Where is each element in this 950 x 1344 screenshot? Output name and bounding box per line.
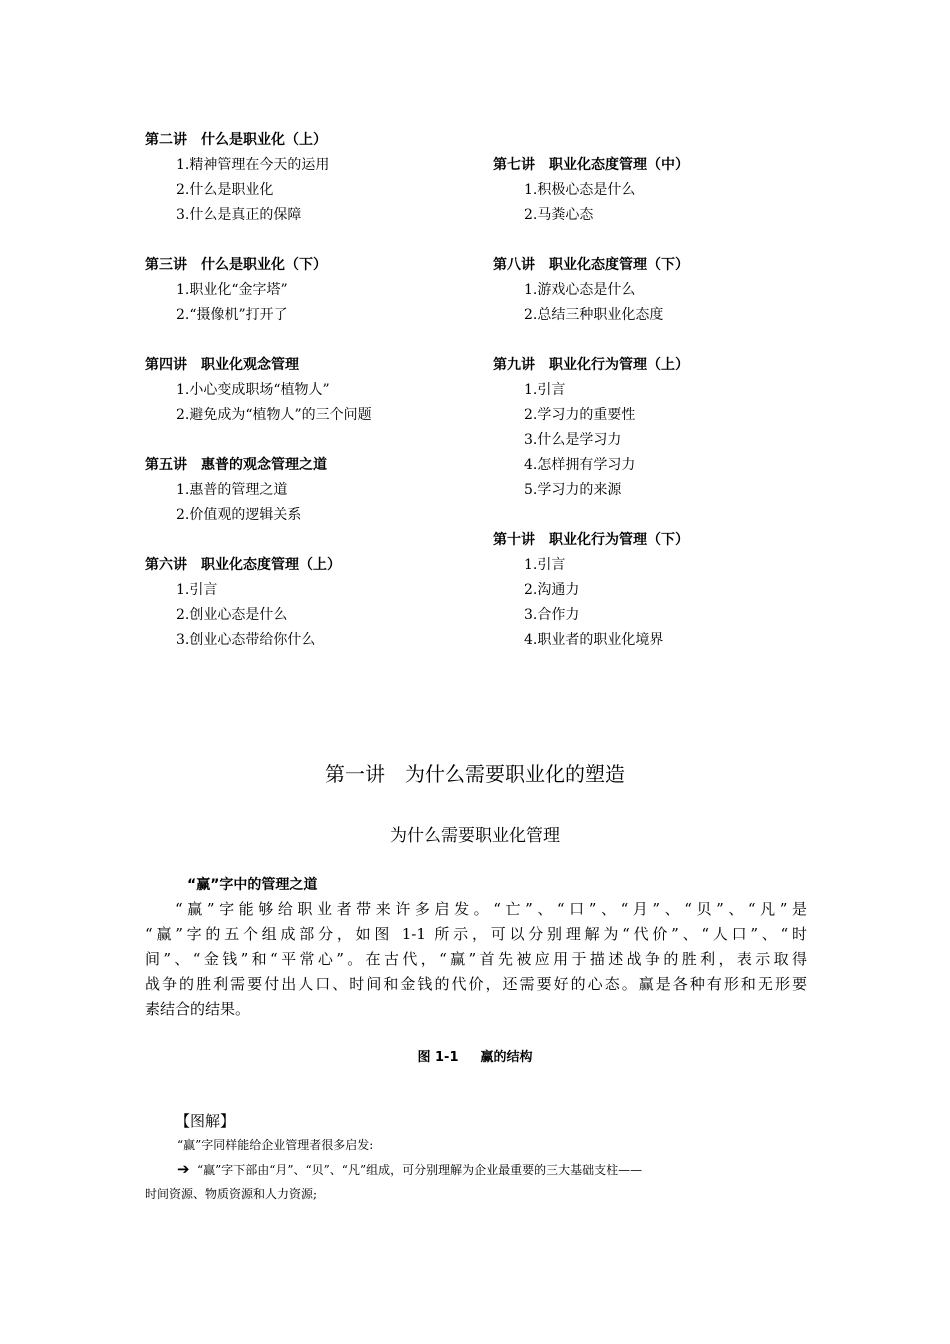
toc-left-column [145, 128, 475, 678]
lecture-item: 1.引言 [524, 557, 566, 573]
toc-lecture [493, 353, 823, 503]
toc-right-column [493, 153, 823, 678]
lecture-item: 2.“摄像机”打开了 [176, 307, 288, 323]
lecture-item: 3.创业心态带给你什么 [176, 632, 316, 648]
lecture-item: 1.精神管理在今天的运用 [176, 157, 330, 173]
lecture-item: 1.小心变成职场“植物人” [176, 382, 330, 398]
diagram-heading: 【图解】 [175, 1112, 236, 1130]
right-arrow-icon: ➔ [177, 1160, 190, 1178]
paragraph-line: “赢”字能够给职业者带来许多启发。“亡”、“口”、“月”、“贝”、“凡”是 [175, 900, 807, 918]
bullet-continuation: 时间资源、物质资源和人力资源; [145, 1187, 318, 1201]
toc-lecture [145, 128, 475, 228]
section-heading: “赢”字中的管理之道 [187, 877, 318, 893]
lecture-item: 2.价值观的逻辑关系 [176, 507, 302, 523]
lecture-title: 第八讲 职业化态度管理（下） [493, 257, 689, 273]
lecture-item: 3.什么是真正的保障 [176, 207, 302, 223]
figure-caption [0, 1047, 950, 1069]
lecture-item: 5.学习力的来源 [524, 482, 622, 498]
lecture-item: 3.合作力 [524, 607, 580, 623]
lecture-item: 3.什么是学习力 [524, 432, 622, 448]
paragraph-line: 间”、“金钱”和“平常心”。在古代，“赢”首先被应用于描述战争的胜利，表示取得 [145, 950, 807, 968]
paragraph-line: “赢”字的五个组成部分，如图 1-1 所示，可以分别理解为“代价”、“人口”、“时 [145, 925, 807, 943]
paragraph-line: 战争的胜利需要付出人口、时间和金钱的代价，还需要好的心态。赢是各种有形和无形要 [145, 975, 807, 993]
lecture-item: 1.积极心态是什么 [524, 182, 636, 198]
lecture-title: 第五讲 惠普的观念管理之道 [145, 457, 327, 473]
lecture-item: 2.学习力的重要性 [524, 407, 636, 423]
lecture-item: 1.引言 [176, 582, 218, 598]
lecture-item: 4.职业者的职业化境界 [524, 632, 664, 648]
lecture-title: 第二讲 什么是职业化（上） [145, 132, 327, 148]
toc-lecture [145, 453, 475, 528]
figure-title: 赢的结构 [480, 1050, 533, 1065]
toc-lecture [493, 153, 823, 228]
lecture-title: 第七讲 职业化态度管理（中） [493, 157, 689, 173]
lecture-title: 第九讲 职业化行为管理（上） [493, 357, 689, 373]
toc-lecture [493, 528, 823, 653]
lecture-title: 第三讲 什么是职业化（下） [145, 257, 327, 273]
toc-lecture [145, 553, 475, 653]
lecture-title: 第四讲 职业化观念管理 [145, 357, 299, 373]
body-paragraph [145, 897, 807, 1022]
toc-lecture [145, 253, 475, 328]
diagram-intro: “赢”字同样能给企业管理者很多启发: [177, 1138, 374, 1152]
bullet-line [145, 1158, 807, 1181]
lecture-item: 1.游戏心态是什么 [524, 282, 636, 298]
lecture-item: 2.避免成为“植物人”的三个问题 [176, 407, 372, 423]
lecture-item: 2.创业心态是什么 [176, 607, 288, 623]
lecture-item: 2.什么是职业化 [176, 182, 274, 198]
toc-lecture [493, 253, 823, 328]
paragraph-line: 素结合的结果。 [145, 1000, 251, 1018]
lecture-item: 2.马粪心态 [524, 207, 594, 223]
lecture-item: 1.引言 [524, 382, 566, 398]
lecture-item: 2.总结三种职业化态度 [524, 307, 664, 323]
lecture-item: 4.怎样拥有学习力 [524, 457, 636, 473]
figure-label: 图 1-1 [417, 1050, 459, 1065]
chapter-title: 第一讲 为什么需要职业化的塑造 [325, 762, 625, 786]
lecture-item: 2.沟通力 [524, 582, 580, 598]
lecture-item: 1.职业化“金字塔” [176, 282, 288, 298]
lecture-title: 第十讲 职业化行为管理（下） [493, 532, 689, 548]
chapter-subtitle: 为什么需要职业化管理 [390, 826, 560, 846]
bullet-text: “赢”字下部由“月”、“贝”、“凡”组成，可分别理解为企业最重要的三大基础支柱—— [197, 1163, 643, 1177]
lecture-title: 第六讲 职业化态度管理（上） [145, 557, 341, 573]
lecture-item: 1.惠普的管理之道 [176, 482, 288, 498]
toc-lecture [145, 353, 475, 428]
